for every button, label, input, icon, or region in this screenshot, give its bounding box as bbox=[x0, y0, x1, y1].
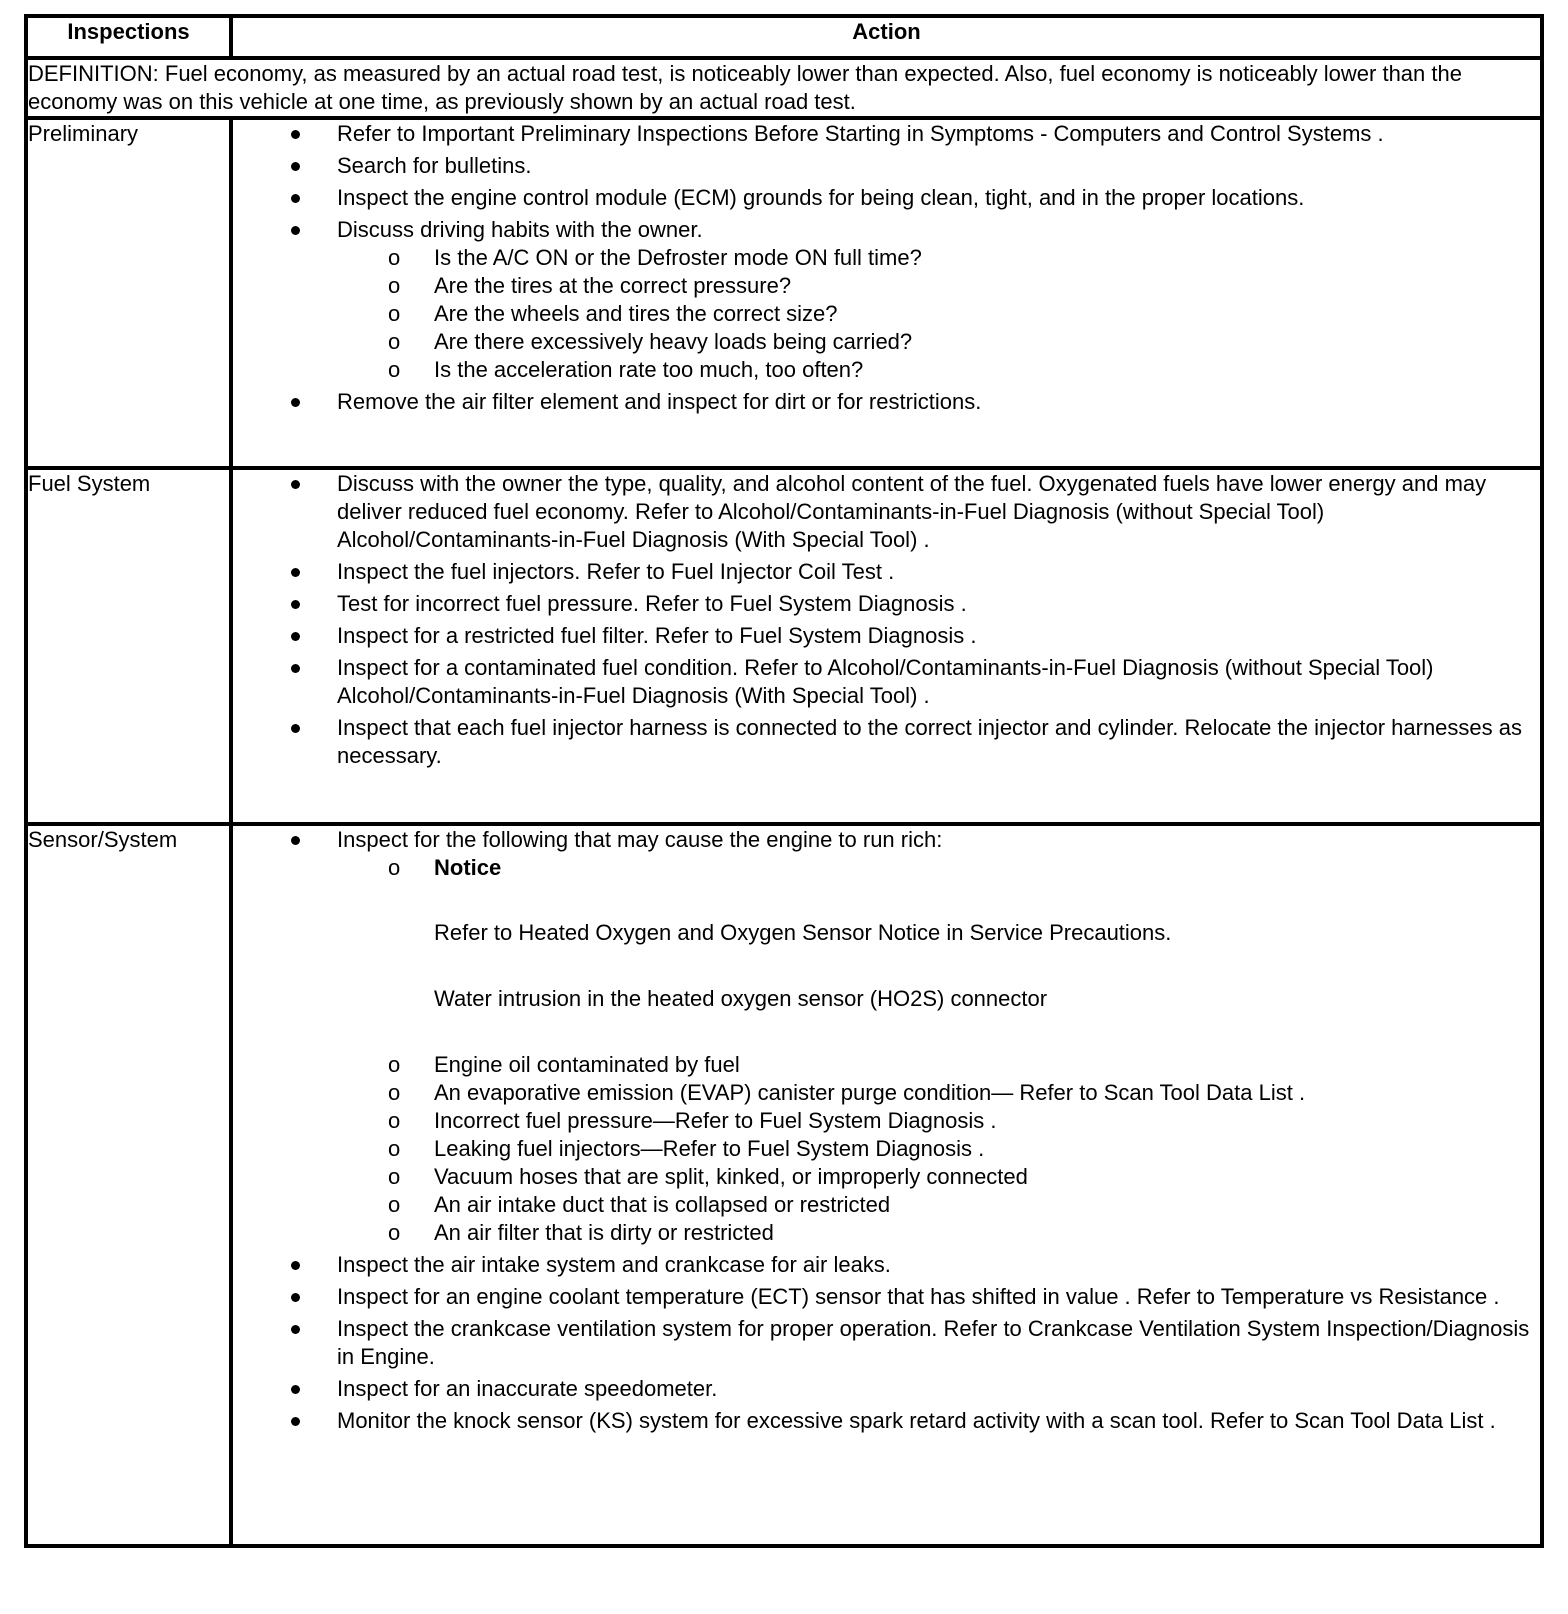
bullet-icon bbox=[291, 1385, 300, 1394]
bullet-icon bbox=[291, 1293, 300, 1302]
bullet-icon bbox=[291, 600, 300, 609]
circle-bullet-icon: o bbox=[388, 1192, 401, 1217]
list-item: Inspect for a contaminated fuel condition. Refer to Alcohol/Contaminants-in-Fuel Diagnosis (without Special Tool) Alcohol/Contaminants-in-Fuel Diagnosis (With Special Tool) . bbox=[233, 654, 1540, 710]
bullet-icon bbox=[291, 568, 300, 577]
list-item: Discuss driving habits with the owner. o Is the A/C ON or the Defroster mode ON full time? o Are the tires at the correct pressure? o Are the wheels and tires the correct size? o Are there excessively heavy loads being carried? o Is the acceleration rate too much, too often? bbox=[233, 216, 1540, 384]
list-item: Inspect the engine control module (ECM) grounds for being clean, tight, and in the proper locations. bbox=[233, 184, 1540, 212]
action-cell bbox=[231, 118, 1542, 468]
list-item: Discuss with the owner the type, quality, and alcohol content of the fuel. Oxygenated fuels have lower energy and may deliver reduced fuel economy. Refer to Alcohol/Contaminants-in-Fuel Diagnosis (without Special Tool) Alcohol/Contaminants-in-Fuel Diagnosis (With Special Tool) . bbox=[233, 470, 1540, 554]
bullet-icon bbox=[291, 724, 300, 733]
bullet-list bbox=[233, 826, 1540, 1435]
bullet-icon bbox=[291, 632, 300, 641]
sub-list-item: o Vacuum hoses that are split, kinked, or improperly connected bbox=[388, 1164, 1028, 1189]
circle-bullet-icon: o bbox=[388, 1136, 401, 1161]
bullet-icon bbox=[291, 480, 300, 489]
list-item: Inspect that each fuel injector harness is connected to the correct injector and cylinder. Relocate the injector harnesses as necessary. bbox=[233, 714, 1540, 770]
bullet-icon bbox=[291, 664, 300, 673]
list-item: Monitor the knock sensor (KS) system for excessive spark retard activity with a scan tool. Refer to Scan Tool Data List . bbox=[233, 1407, 1540, 1435]
sub-list-item: o Is the acceleration rate too much, too often? bbox=[388, 357, 864, 382]
list-item: Search for bulletins. bbox=[233, 152, 1540, 180]
circle-bullet-icon: o bbox=[388, 1080, 401, 1105]
bullet-list bbox=[233, 120, 1540, 416]
list-item: Refer to Important Preliminary Inspections Before Starting in Symptoms - Computers and Control Systems . bbox=[233, 120, 1540, 148]
bullet-list bbox=[233, 470, 1540, 770]
circle-bullet-icon: o bbox=[388, 1108, 401, 1133]
notice-block bbox=[434, 854, 1536, 1013]
sub-list-item: o An air filter that is dirty or restricted bbox=[388, 1220, 774, 1245]
sub-list-item: o Are the wheels and tires the correct size? bbox=[388, 301, 838, 326]
bullet-icon bbox=[291, 226, 300, 235]
bullet-icon bbox=[291, 836, 300, 845]
sub-list-item-notice bbox=[233, 854, 1536, 1013]
definition-text: DEFINITION: Fuel economy, as measured by an actual road test, is noticeably lower than expected. Also, fuel economy is noticeably lower than the economy was on this vehicle at one time, as previously shown by an actual road test. bbox=[26, 58, 1542, 118]
notice-title: Notice bbox=[434, 855, 502, 880]
bullet-icon bbox=[291, 1325, 300, 1334]
header-action: Action bbox=[231, 16, 1542, 58]
list-item: Inspect for a restricted fuel filter. Refer to Fuel System Diagnosis . bbox=[233, 622, 1540, 650]
bullet-icon bbox=[291, 1261, 300, 1270]
circle-bullet-icon: o bbox=[388, 357, 401, 382]
list-item: Test for incorrect fuel pressure. Refer to Fuel System Diagnosis . bbox=[233, 590, 1540, 618]
circle-bullet-icon: o bbox=[388, 855, 401, 880]
row-label: Fuel System bbox=[26, 468, 231, 824]
bullet-icon bbox=[291, 398, 300, 407]
list-item: Remove the air filter element and inspect for dirt or for restrictions. bbox=[233, 388, 1540, 416]
sub-list-item: o Is the A/C ON or the Defroster mode ON full time? bbox=[388, 245, 922, 270]
list-item: Inspect for an inaccurate speedometer. bbox=[233, 1375, 1540, 1403]
circle-bullet-icon: o bbox=[388, 1164, 401, 1189]
bullet-icon bbox=[291, 1417, 300, 1426]
list-item: Inspect the air intake system and crankcase for air leaks. bbox=[233, 1251, 1540, 1279]
sub-list-item: o Are there excessively heavy loads being carried? bbox=[388, 329, 913, 354]
table-row-fuel-system bbox=[26, 468, 1542, 824]
circle-bullet-icon: o bbox=[388, 1052, 401, 1077]
sub-list bbox=[337, 854, 1536, 1247]
sub-list-item: o Engine oil contaminated by fuel bbox=[388, 1052, 740, 1077]
table-row-preliminary bbox=[26, 118, 1542, 468]
inspections-table bbox=[24, 14, 1544, 1548]
list-item: Inspect the fuel injectors. Refer to Fuel Injector Coil Test . bbox=[233, 558, 1540, 586]
action-cell bbox=[231, 468, 1542, 824]
list-item: Inspect for the following that may cause the engine to run rich: o Notice Refer to Heated Oxygen and Oxygen Sensor Notice in Service Precautions. Water intrusion in the heated oxygen sensor (HO2S) connector o Engine oil contaminated by fuel o An evaporative emission (EVAP) canister purge condition— Refer to Scan Tool Data List . o Incorrect fuel pressure—Refer to Fuel System Diagnosis . o Leaking fuel injectors—Refer to Fuel System Diagnosis . o Vacuum hoses that are split, kinked, or improperly connected o An air intake duct that is collapsed or restricted o An air filter that is dirty or restricted bbox=[233, 826, 1540, 1247]
sub-list-item: o Leaking fuel injectors—Refer to Fuel System Diagnosis . bbox=[388, 1136, 985, 1161]
row-label: Preliminary bbox=[26, 118, 231, 468]
sub-list-item: o An air intake duct that is collapsed or restricted bbox=[388, 1192, 891, 1217]
header-row bbox=[26, 16, 1542, 58]
bullet-icon bbox=[291, 194, 300, 203]
sub-list bbox=[337, 244, 1536, 384]
sub-list-item: o An evaporative emission (EVAP) canister purge condition— Refer to Scan Tool Data List . bbox=[388, 1080, 1306, 1105]
notice-text-2: Water intrusion in the heated oxygen sensor (HO2S) connector bbox=[434, 986, 1048, 1011]
circle-bullet-icon: o bbox=[388, 273, 401, 298]
action-cell bbox=[231, 824, 1542, 1546]
definition-row bbox=[26, 58, 1542, 118]
table-row-sensor-system bbox=[26, 824, 1542, 1546]
sub-list-item: o Are the tires at the correct pressure? bbox=[388, 273, 792, 298]
row-label: Sensor/System bbox=[26, 824, 231, 1546]
circle-bullet-icon: o bbox=[388, 245, 401, 270]
sub-list-item: o Incorrect fuel pressure—Refer to Fuel System Diagnosis . bbox=[388, 1108, 997, 1133]
notice-text: Refer to Heated Oxygen and Oxygen Sensor Notice in Service Precautions. bbox=[434, 920, 1172, 945]
bullet-icon bbox=[291, 162, 300, 171]
header-inspections: Inspections bbox=[26, 16, 231, 58]
list-item: Inspect for an engine coolant temperature (ECT) sensor that has shifted in value . Refer to Temperature vs Resistance . bbox=[233, 1283, 1540, 1311]
circle-bullet-icon: o bbox=[388, 329, 401, 354]
circle-bullet-icon: o bbox=[388, 1220, 401, 1245]
bullet-icon bbox=[291, 130, 300, 139]
circle-bullet-icon: o bbox=[388, 301, 401, 326]
list-item: Inspect the crankcase ventilation system for proper operation. Refer to Crankcase Ventilation System Inspection/Diagnosis in Engine. bbox=[233, 1315, 1540, 1371]
